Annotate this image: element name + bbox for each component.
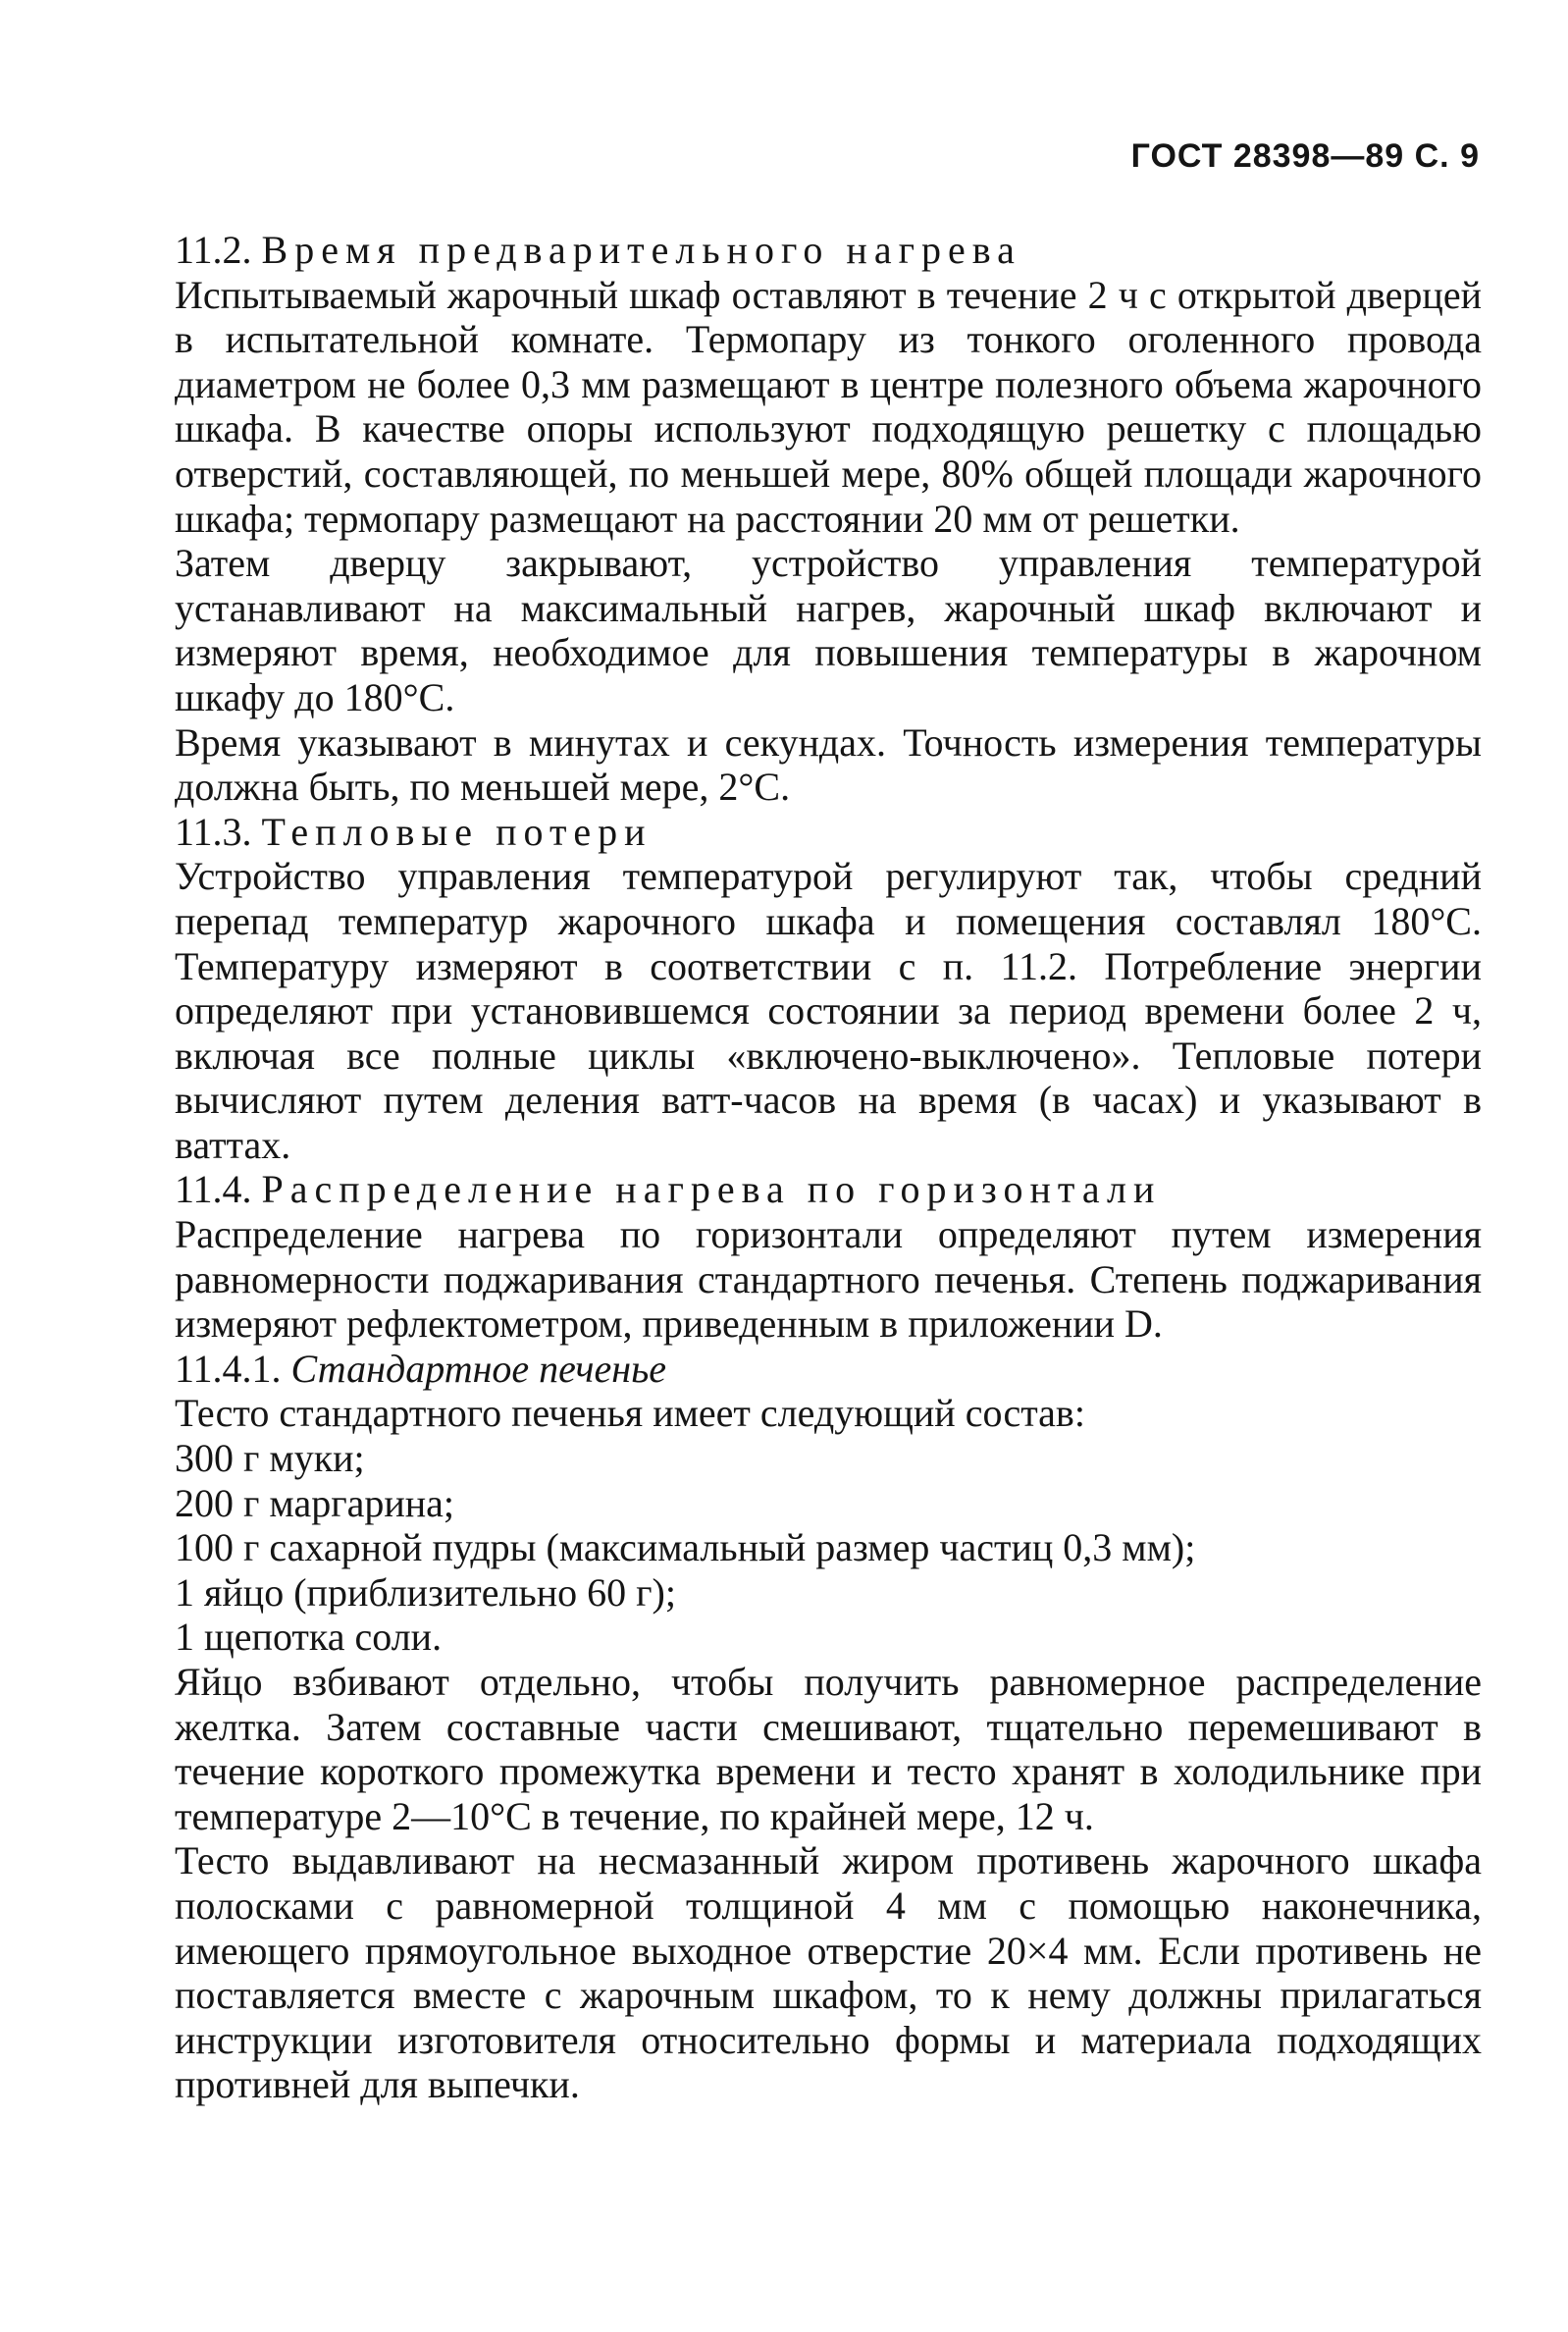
section-heading-11-2 (175, 228, 1482, 273)
section-number: 11.4.1. (175, 1346, 282, 1391)
section-heading-11-4-1 (175, 1347, 1482, 1392)
section-number: 11.3. (175, 809, 252, 854)
ingredient-item: 1 яйцо (приблизительно 60 г); (175, 1569, 676, 1615)
page-header: ГОСТ 28398—89 С. 9 (1130, 137, 1480, 175)
ingredient-item: 300 г муки; (175, 1436, 365, 1481)
ingredient-item: 1 щепотка соли. (175, 1615, 443, 1660)
paragraph: Распределение нагрева по горизонтали определяют путем измерения равномерности поджаривания стандартного печенья. Степень поджаривания измеряют рефлектометром, приведенным в приложении D. (175, 1212, 1482, 1347)
paragraph: Время указывают в минутах и секундах. Точность измерения температуры должна быть, по меньшей мере, 2°С. (175, 719, 1482, 810)
section-number: 11.4. (175, 1167, 252, 1212)
paragraph: Затем дверцу закрывают, устройство управления температурой устанавливают на максимальный нагрев, жарочный шкаф включают и измеряют время, необходимое для повышения температуры в жарочном шкафу до 180°С. (175, 541, 1482, 719)
paragraph: Испытываемый жарочный шкаф оставляют в течение 2 ч с открытой дверцей в испытательной комнате. Термопару из тонкого оголенного провода диаметром не более 0,3 мм размещают в центре полезного объема жарочного шкафа. В качестве опоры используют подходящую решетку с площадью отверстий, составляющей, по меньшей мере, 80% общей площади жарочного шкафа; термопару размещают на расстоянии 20 мм от решетки. (175, 272, 1482, 541)
section-heading-11-4 (175, 1167, 1482, 1212)
ingredient-item: 100 г сахарной пудры (максимальный размер частиц 0,3 мм); (175, 1525, 1196, 1570)
paragraph: Тесто стандартного печенья имеет следующий состав: (175, 1391, 1085, 1436)
paragraph: Устройство управления температурой регулируют так, чтобы средний перепад температур жарочного шкафа и помещения составлял 180°С. Температуру измеряют в соответствии с п. 11.2. Потребление энергии определяют при установившемся состоянии за период времени более 2 ч, включая все полные циклы «включено-выключено». Тепловые потери вычисляют путем деления ватт-часов на время (в часах) и указывают в ваттах. (175, 854, 1482, 1167)
section-title: Время предварительного нагрева (261, 228, 1021, 272)
section-title: Тепловые потери (261, 809, 653, 854)
section-number: 11.2. (175, 228, 252, 272)
ingredient-item: 200 г маргарина; (175, 1480, 455, 1525)
document-body (175, 228, 1482, 2107)
paragraph: Тесто выдавливают на несмазанный жиром противень жарочного шкафа полосками с равномерной толщиной 4 мм с помощью наконечника, имеющего прямоугольное выходное отверстие 20×4 мм. Если противень не поставляется вместе с жарочным шкафом, то к нему должны прилагаться инструкции изготовителя относительно формы и материала подходящих противней для выпечки. (175, 1838, 1482, 2107)
paragraph: Яйцо взбивают отдельно, чтобы получить равномерное распределение желтка. Затем составные части смешивают, тщательно перемешивают в течение короткого промежутка времени и тесто хранят в холодильнике при температуре 2—10°С в течение, по крайней мере, 12 ч. (175, 1660, 1482, 1838)
section-title: Распределение нагрева по горизонтали (261, 1167, 1162, 1212)
section-heading-11-3 (175, 810, 1482, 855)
section-title: Стандартное печенье (290, 1346, 667, 1391)
